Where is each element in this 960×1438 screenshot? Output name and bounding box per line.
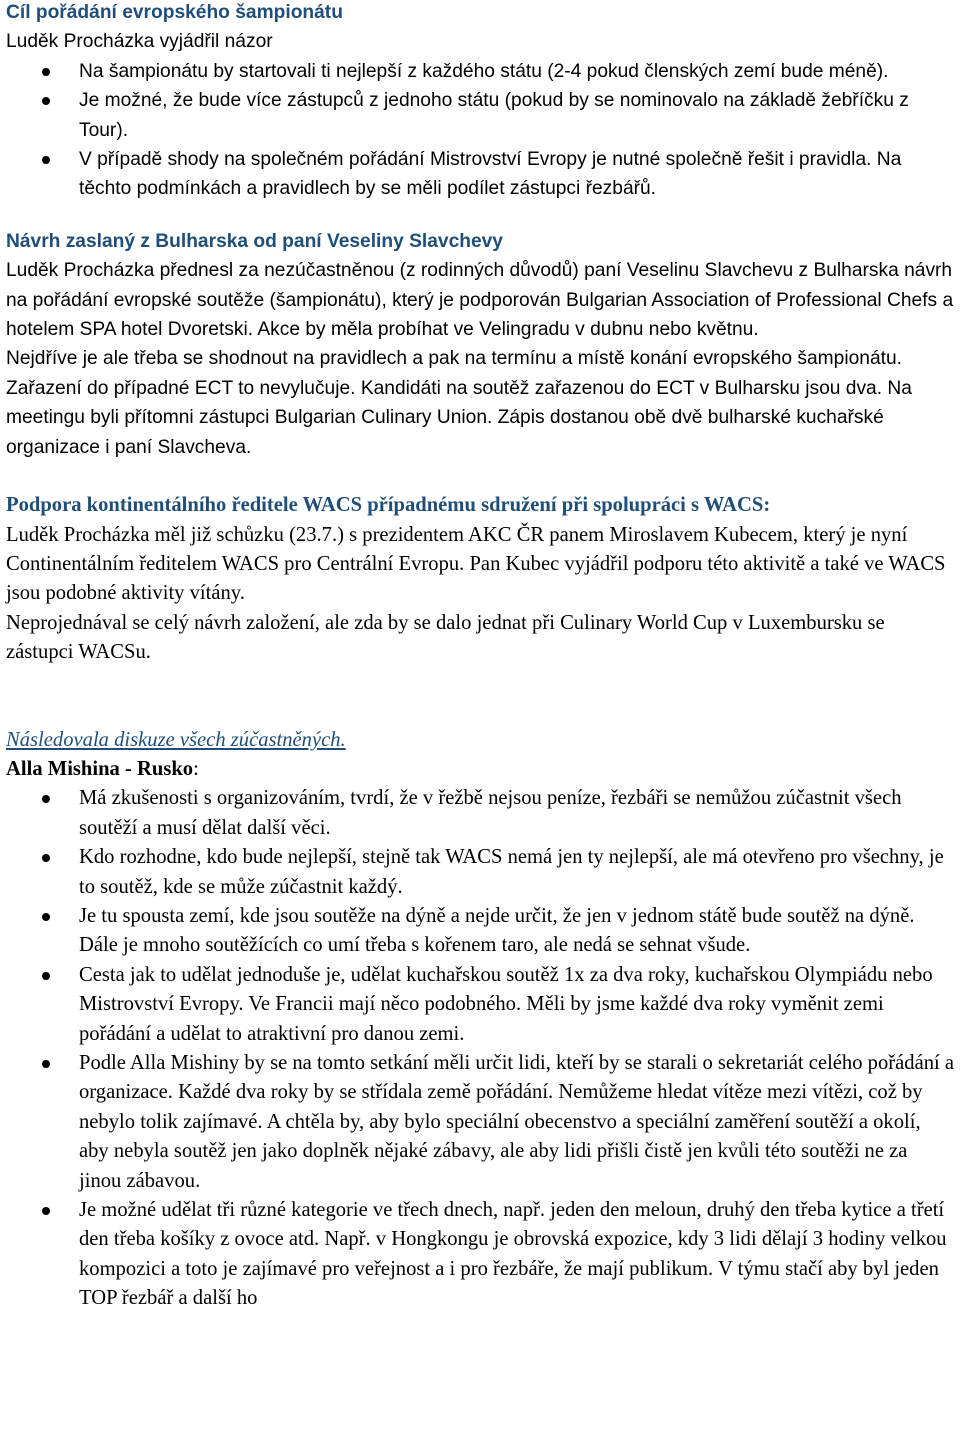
- bullet-icon: [42, 1060, 50, 1068]
- heading-wacs-support: Podpora kontinentálního ředitele WACS případnému sdružení při spolupráci s WACS:: [6, 494, 771, 517]
- bullet-icon: [42, 156, 50, 164]
- section-bulgaria-proposal: [6, 227, 954, 462]
- wacs-paragraph-2: Neprojednával se celý návrh založení, ale zda by se dalo jednat při Culinary World Cup v Luxembursku se zástupci WACSu.: [6, 611, 885, 664]
- wacs-paragraph-1: Luděk Procházka měl již schůzku (23.7.) s prezidentem AKC ČR panem Miroslavem Kubecem, který je nyní Continentálním ředitelem WACS pro Centrální Evropu. Pan Kubec vyjádřil podporu této aktivitě a také ve WACS jsou podobné aktivity vítány.: [6, 523, 946, 605]
- goal-intro: Luděk Procházka vyjádřil názor: [6, 31, 273, 53]
- bulgaria-paragraph-1: Luděk Procházka přednesl za nezúčastněnou (z rodinných důvodů) paní Veselinu Slavchevu z Bulharska návrh na pořádání evropské soutěže (šampionátu), který je podporován Bulgarian Association of Professional Chefs a hotelem SPA hotel Dvoretski. Akce by měla probíhat ve Velingradu v dubnu nebo květnu.: [6, 260, 954, 341]
- list-item: Na šampionátu by startovali ti nejlepší z každého státu (2-4 pokud členských zemí bude méně).: [6, 57, 954, 86]
- list-item: V případě shody na společném pořádání Mistrovství Evropy je nutné společně řešit i pravidla. Na těchto podmínkách a pravidlech by se měli podílet zástupci řezbářů.: [6, 145, 954, 204]
- bullet-icon: [42, 97, 50, 105]
- speaker-suffix: :: [193, 757, 199, 780]
- heading-discussion: Následovala diskuze všech zúčastněných.: [6, 728, 346, 751]
- list-item: Cesta jak to udělat jednoduše je, udělat kuchařskou soutěž 1x za dva roky, kuchařskou Olympiádu nebo Mistrovství Evropy. Ve Francii mají něco podobného. Měli by jsme každé dva roky vyměnit zemi pořádání a udělat to atraktivní pro danou zemi.: [6, 961, 954, 1049]
- section-wacs-support: [6, 491, 954, 667]
- speaker-name: Alla Mishina - Rusko: [6, 757, 194, 780]
- list-item: Podle Alla Mishiny by se na tomto setkání měli určit lidi, kteří by se starali o sekretariát celého pořádání a organizace. Každé dva roky by se střídala země pořádání. Nemůžeme hledat vítěze mezi vítězi, což by nebylo tolik zajímavé. A chtěla by, aby bylo speciální obecenstvo a speciální zaměření soutěží a okolí, aby nebyla soutěž jen jako doplněk nějaké zábavy, ale aby lidi přišli čistě jen kvůli této soutěži ne za jinou zábavou.: [6, 1049, 954, 1196]
- bullet-icon: [42, 795, 50, 803]
- section-discussion: [6, 726, 954, 1314]
- list-item: Je tu spousta zemí, kde jsou soutěže na dýně a nejde určit, že jen v jednom státě bude soutěž na dýně. Dále je mnoho soutěžících co umí třeba s kořenem taro, ale nedá se sehnat všude.: [6, 902, 954, 961]
- bullet-icon: [42, 1207, 50, 1215]
- goal-bullet-list: [6, 57, 954, 204]
- list-item: Kdo rozhodne, kdo bude nejlepší, stejně tak WACS nemá jen ty nejlepší, ale má otevřeno pro všechny, je to soutěž, kde se může zúčastnit každý.: [6, 843, 954, 902]
- list-item: Je možné, že bude více zástupců z jednoho státu (pokud by se nominovalo na základě žebříčku z Tour).: [6, 86, 954, 145]
- heading-bulgaria-proposal: Návrh zaslaný z Bulharska od paní Veseliny Slavchevy: [6, 230, 503, 252]
- bullet-icon: [42, 913, 50, 921]
- list-item: Má zkušenosti s organizováním, tvrdí, že v řežbě nejsou peníze, řezbáři se nemůžou zúčastnit všech soutěží a musí dělat další věci.: [6, 784, 954, 843]
- bullet-icon: [42, 854, 50, 862]
- discussion-bullet-list: [6, 784, 954, 1313]
- section-goal: [6, 0, 954, 204]
- list-item: Je možné udělat tři různé kategorie ve třech dnech, např. jeden den meloun, druhý den třeba kytice a třetí den třeba košíky z ovoce atd. Např. v Hongkongu je obrovská expozice, kdy 3 lidi dělají 3 hodiny velkou kompozici a toto je zajímavé pro veřejnost a i pro řezbáře, že mají publikum. V týmu stačí aby byl jeden TOP řezbář a další ho: [6, 1196, 954, 1314]
- bullet-icon: [42, 68, 50, 76]
- speaker-line: [6, 755, 954, 784]
- bulgaria-paragraph-2: Nejdříve je ale třeba se shodnout na pravidlech a pak na termínu a místě konání evropského šampionátu. Zařazení do případné ECT to nevylučuje. Kandidáti na soutěž zařazenou do ECT v Bulharsku jsou dva. Na meetingu byli přítomni zástupci Bulgarian Culinary Union. Zápis dostanou obě dvě bulharské kuchařské organizace i paní Slavcheva.: [6, 348, 912, 458]
- heading-championship-goal: Cíl pořádání evropského šampionátu: [6, 2, 343, 23]
- bullet-icon: [42, 972, 50, 980]
